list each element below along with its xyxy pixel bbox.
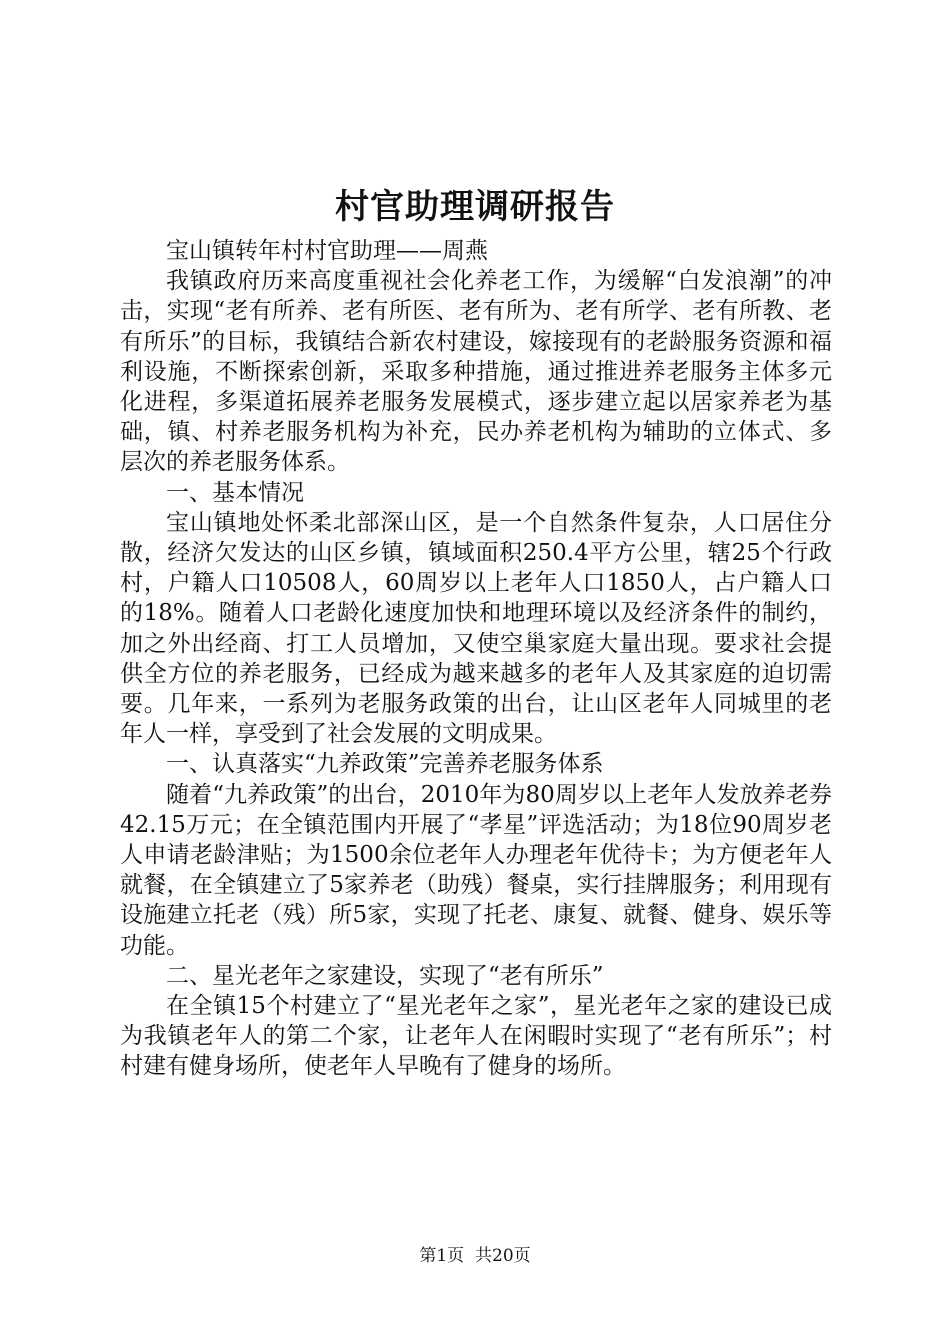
section-heading-basic-situation: 一、基本情况 bbox=[166, 479, 304, 506]
page-footer bbox=[0, 1244, 950, 1268]
intro-paragraph: 我镇政府历来高度重视社会化养老工作，为缓解“白发浪潮”的冲击，实现“老有所养、老有所医、老有所为、老有所学、老有所教、老有所乐”的目标，我镇结合新农村建设，嫁接现有的老龄服务资源和福利设施，不断探索创新，采取多种措施，通过推进养老服务主体多元化进程，多渠道拓展养老服务发展模式，逐步建立起以居家养老为基础，镇、村养老服务机构为补充，民办养老机构为辅助的立体式、多层次的养老服务体系。 bbox=[120, 268, 832, 476]
document-title: 村官助理调研报告 bbox=[335, 187, 615, 227]
page-total: 共20页 bbox=[475, 1246, 531, 1266]
star-home-paragraph: 在全镇15个村建立了“星光老年之家”，星光老年之家的建设已成为我镇老年人的第二个家，让老年人在闲暇时实现了“老有所乐”；村村建有健身场所，使老年人早晚有了健身的场所。 bbox=[120, 993, 832, 1080]
page-number: 第1页 bbox=[419, 1246, 465, 1266]
basic-situation-paragraph: 宝山镇地处怀柔北部深山区，是一个自然条件复杂，人口居住分散，经济欠发达的山区乡镇，镇域面积250.4平方公里，辖25个行政村，户籍人口10508人，60周岁以上老年人口1850人，占户籍人口的18%。随着人口老龄化速度加快和地理环境以及经济条件的制约，加之外出经商、打工人员增加，又使空巢家庭大量出现。要求社会提供全方位的养老服务，已经成为越来越多的老年人及其家庭的迫切需要。几年来，一系列为老服务政策的出台，让山区老年人同城里的老年人一样，享受到了社会发展的文明成果。 bbox=[120, 509, 832, 748]
section-heading-nine-policies: 一、认真落实“九养政策”完善养老服务体系 bbox=[166, 751, 604, 778]
document-body bbox=[120, 236, 832, 1082]
section-heading-star-home: 二、星光老年之家建设，实现了“老有所乐” bbox=[166, 962, 604, 989]
nine-policies-paragraph: 随着“九养政策”的出台，2010年为80周岁以上老年人发放养老券42.15万元；在全镇范围内开展了“孝星”评选活动；为18位90周岁老人申请老龄津贴；为1500余位老年人办理老年优待卡；为方便老年人就餐，在全镇建立了5家养老（助残）餐桌，实行挂牌服务；利用现有设施建立托老（残）所5家，实现了托老、康复、就餐、健身、娱乐等功能。 bbox=[120, 781, 832, 959]
author-line: 宝山镇转年村村官助理——周燕 bbox=[166, 238, 488, 264]
